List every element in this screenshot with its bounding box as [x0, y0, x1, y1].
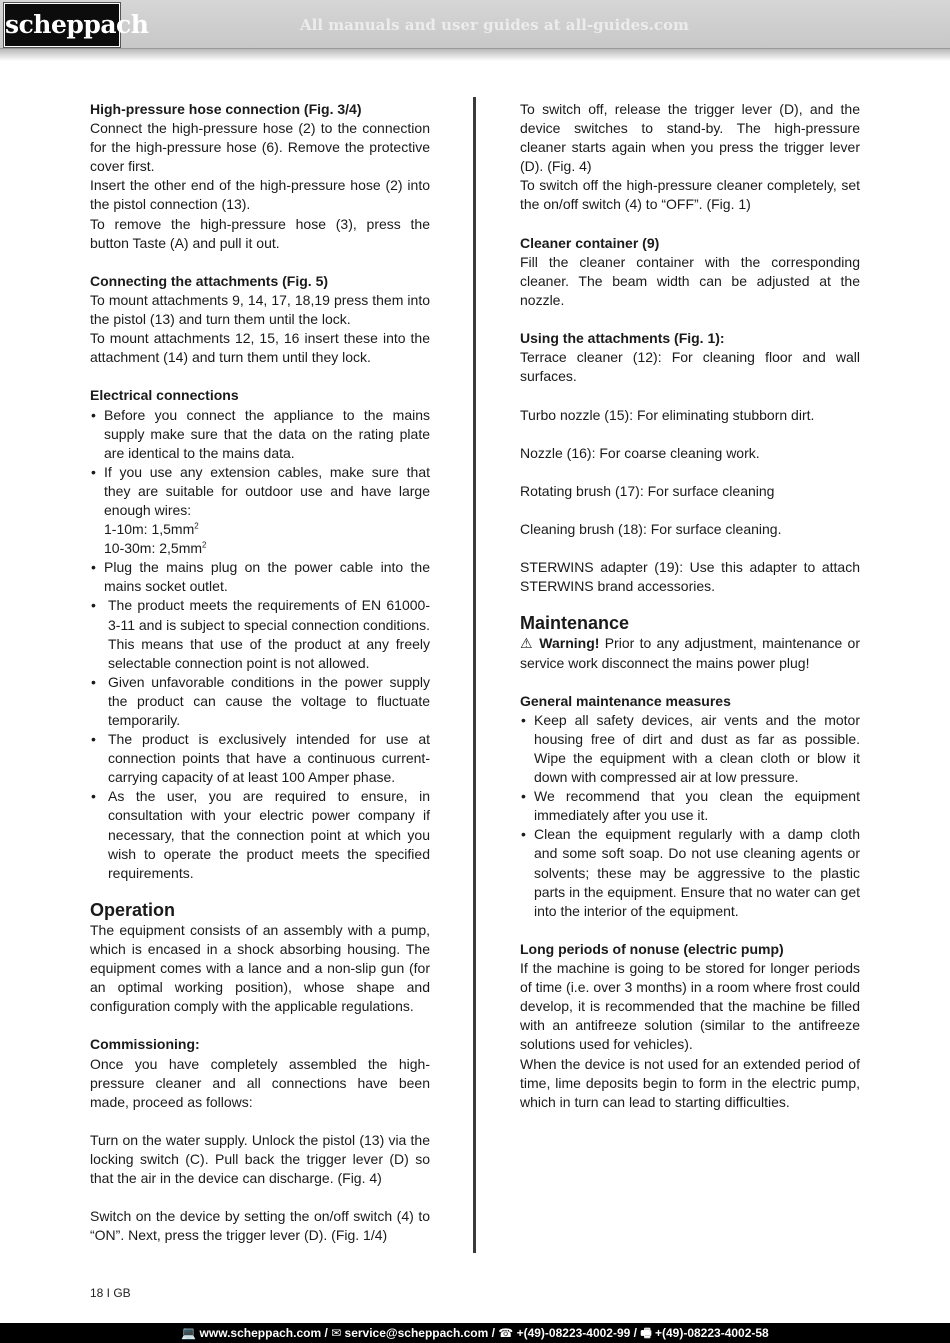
list-item: • The product meets the requirements of EN 61000-3-11 and is subject to special connection conditions. This means that use of the product at any freely selectable connection point is not allowed. — [91, 597, 430, 671]
commissioning-heading: Commissioning: — [90, 1036, 200, 1053]
attachment-item: Turbo nozzle (15): For eliminating stubborn dirt. — [520, 406, 815, 423]
list-item: • Before you connect the appliance to the mains supply make sure that the data on the rating plate are identical to the mains data. — [91, 406, 430, 461]
attachment-item: STERWINS adapter (19): Use this adapter to attach STERWINS brand accessories. — [520, 559, 860, 595]
watermark-text: All manuals and user guides at all-guides.com — [300, 16, 689, 34]
page-header — [0, 0, 950, 49]
list-item: • We recommend that you clean the equipment immediately after you use it. — [521, 788, 860, 824]
hose-paragraph-2: Insert the other end of the high-pressure hose (2) into the pistol connection (13). — [90, 177, 430, 213]
electrical-list — [90, 406, 430, 883]
hose-connection-heading: High-pressure hose connection (Fig. 3/4) — [90, 101, 362, 117]
page-number: 18 I GB — [90, 1286, 131, 1300]
nonuse-paragraph-2: When the device is not used for an extended period of time, lime deposits begin to form in the electric pump, which in turn can lead to starting difficulties. — [520, 1055, 860, 1110]
maintenance-title: Maintenance — [520, 613, 630, 634]
electrical-heading: Electrical connections — [90, 387, 239, 404]
switch-off-paragraph-1: To switch off, release the trigger lever (D), and the device switches to stand-by. The high-pressure cleaner starts again when you press the trigger lever (D). (Fig. 4) — [520, 101, 860, 175]
nonuse-paragraph-1: If the machine is going to be stored for longer periods of time (i.e. over 3 months) in a room where frost could develop, it is recommended that the machine be filled with an antifreeze solution (similar to the antifreeze solutions used for vehicles). — [520, 960, 860, 1053]
operation-paragraph: The equipment consists of an assembly with a pump, which is encased in a shock absorbing housing. The equipment comes with a lance and a non-slip gun (for an optimal working position), whose shape and configuration comply with the applicable regulations. — [90, 921, 430, 1015]
list-item: • Keep all safety devices, air vents and the motor housing free of dirt and dust as far as possible. Wipe the equipment with a clean cloth or blow it down with compressed air at low pressure. — [521, 711, 860, 786]
commissioning-paragraph-2: Turn on the water supply. Unlock the pistol (13) via the locking switch (C). Pull back the trigger lever (D) so that the air in the device can discharge. (Fig. 4) — [90, 1131, 430, 1187]
attachments-paragraph-2: To mount attachments 12, 15, 16 insert these into the attachment (14) and turn them until they lock. — [90, 330, 430, 366]
nonuse-heading: Long periods of nonuse (electric pump) — [520, 940, 784, 957]
attachments-paragraph-1: To mount attachments 9, 14, 17, 18,19 press them into the pistol (13) and turn them until the lock. — [90, 291, 430, 328]
list-item: • As the user, you are required to ensure, in consultation with your electric power company if necessary, that the connection point at which you wish to operate the product meets the specified requirements. — [91, 788, 430, 881]
operation-title: Operation — [90, 899, 176, 920]
list-item: • Clean the equipment regularly with a damp cloth and some soft soap. Do not use cleaning agents or solvents; these may be aggressive to the plastic parts in the equipment. Ensure that no water can get into the interior of the equipment. — [521, 826, 860, 919]
general-maintenance-heading: General maintenance measures — [520, 692, 731, 709]
brand-logo: scheppach — [4, 3, 120, 47]
list-item: • Plug the mains plug on the power cable into the mains socket outlet. — [91, 559, 430, 595]
warning-icon: ⚠ — [520, 635, 534, 652]
left-column — [90, 100, 430, 1245]
commissioning-paragraph-1: Once you have completely assembled the high-pressure cleaner and all connections have been made, proceed as follows: — [90, 1055, 430, 1110]
header-shadow — [0, 49, 950, 61]
hose-paragraph-3: To remove the high-pressure hose (3), press the button Taste (A) and pull it out. — [90, 215, 430, 251]
attachments-heading: Connecting the attachments (Fig. 5) — [90, 272, 329, 289]
list-item: • If you use any extension cables, make sure that they are suitable for outdoor use and have large enough wires: 1-10m: $1,5mm^2$ 10-30m: $2,5mm^2$ — [90, 463, 430, 558]
cable-spec-line-1: 1-10m: $1,5mm^2$ — [104, 521, 199, 538]
right-column — [520, 100, 860, 1112]
hose-paragraph-1: Connect the high-pressure hose (2) to the connection for the high-pressure hose (6). Remove the protective cover first. — [90, 120, 430, 175]
commissioning-paragraph-3: Switch on the device by setting the on/off switch (4) to “ON”. Next, press the trigger lever (D). (Fig. 1/4) — [90, 1208, 430, 1244]
column-divider — [473, 97, 476, 1253]
cable-spec-line-2: 10-30m: $2,5mm^2$ — [104, 540, 207, 557]
attachment-item: Nozzle (16): For coarse cleaning work. — [520, 444, 760, 461]
maintenance-warning: ⚠ Warning! Prior to any adjustment, maintenance or service work disconnect the mains power plug! — [520, 635, 861, 671]
cleaner-container-heading: Cleaner container (9) — [520, 234, 660, 251]
attachment-item: Terrace cleaner (12): For cleaning floor and wall surfaces. — [520, 349, 860, 385]
maintenance-list — [520, 711, 860, 921]
using-attachments-heading: Using the attachments (Fig. 1): — [520, 330, 725, 347]
attachment-item: Cleaning brush (18): For surface cleaning. — [520, 521, 782, 538]
footer-contact-bar: 💻 www.scheppach.com / ✉ service@scheppach.com / ☎ +(49)-08223-4002-99 / 🖷 +(49)-08223-4002-58 — [0, 1323, 950, 1343]
cleaner-container-paragraph: Fill the cleaner container with the corresponding cleaner. The beam width can be adjusted at the nozzle. — [520, 253, 860, 308]
list-item: • Given unfavorable conditions in the power supply the product can cause the voltage to fluctuate temporarily. — [91, 673, 430, 728]
attachment-item: Rotating brush (17): For surface cleaning — [520, 482, 775, 499]
warning-label: Warning! — [539, 635, 600, 652]
switch-off-paragraph-2: To switch off the high-pressure cleaner completely, set the on/off switch (4) to “OFF”. (Fig. 1) — [520, 177, 860, 213]
list-item: • The product is exclusively intended for use at connection points that have a continuous current-carrying capacity of at least 100 Amper phase. — [91, 731, 430, 786]
